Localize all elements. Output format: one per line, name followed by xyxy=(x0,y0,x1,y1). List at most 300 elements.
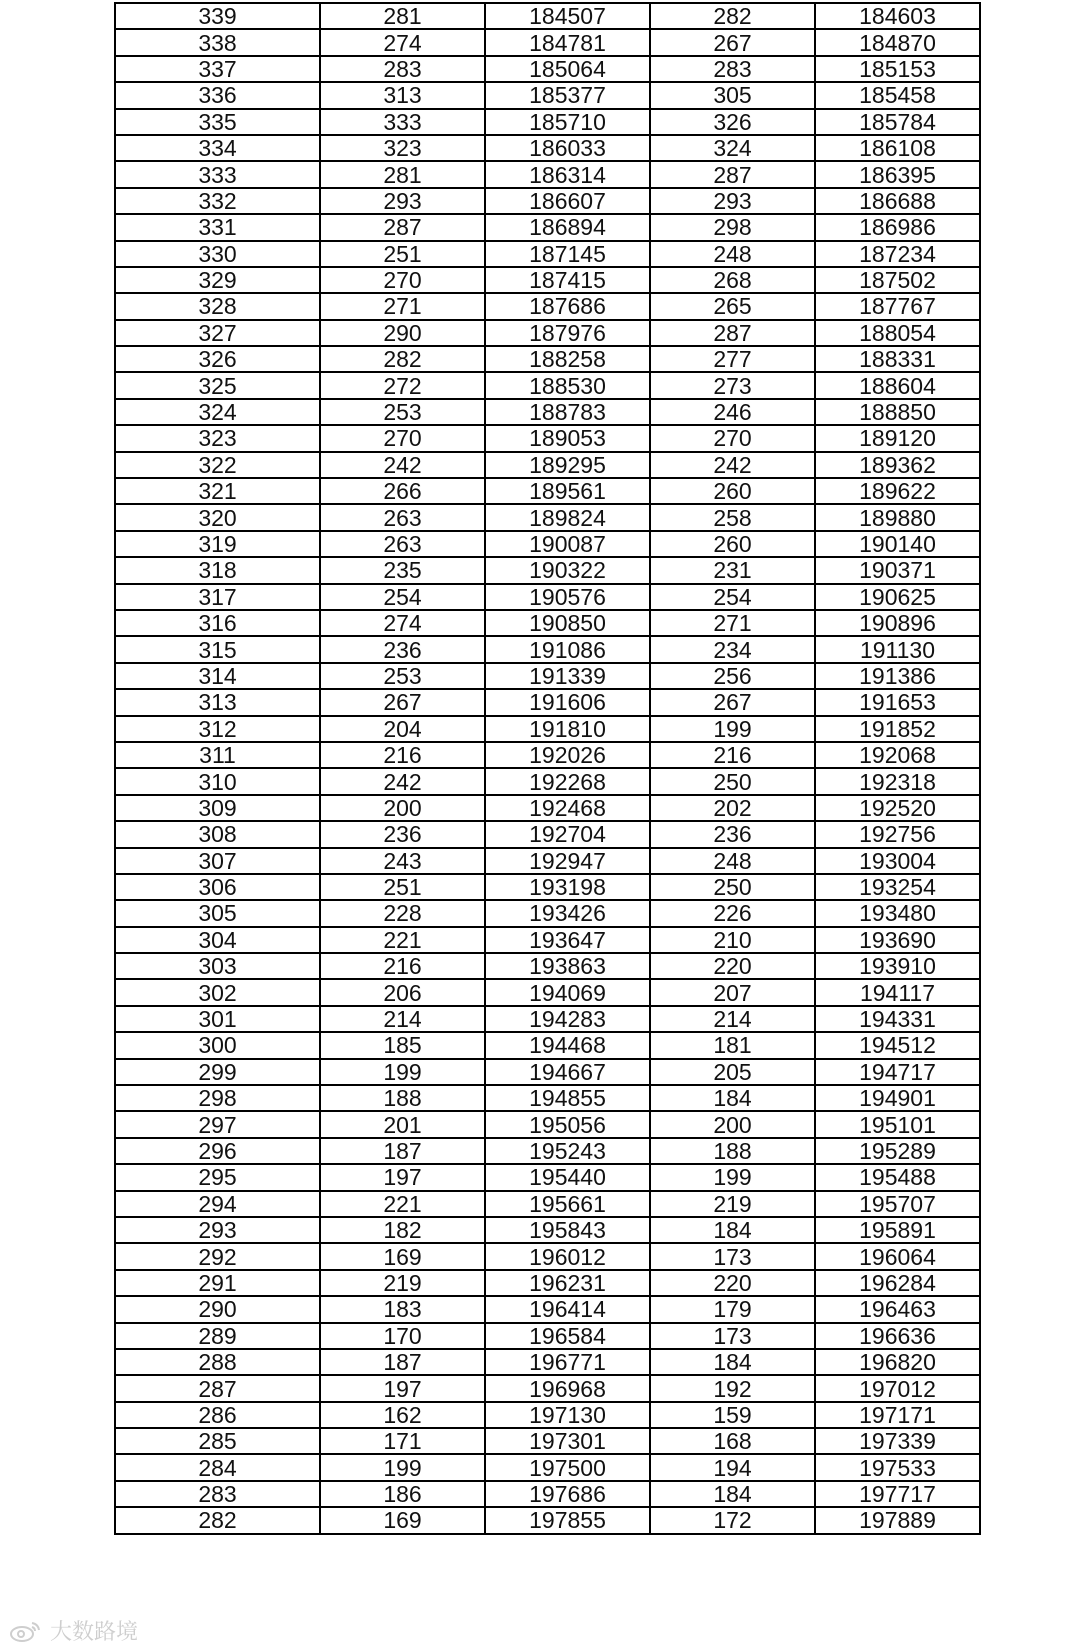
table-cell: 192068 xyxy=(815,742,980,768)
table-cell: 219 xyxy=(650,1191,815,1217)
table-cell: 187686 xyxy=(485,293,650,319)
table-cell: 318 xyxy=(115,557,320,583)
table-cell: 302 xyxy=(115,979,320,1005)
table-cell: 219 xyxy=(320,1270,485,1296)
table-cell: 308 xyxy=(115,821,320,847)
table-cell: 190576 xyxy=(485,584,650,610)
table-cell: 190896 xyxy=(815,610,980,636)
table-row xyxy=(115,1270,980,1296)
table-cell: 194117 xyxy=(815,979,980,1005)
table-cell: 326 xyxy=(650,109,815,135)
table-cell: 184781 xyxy=(485,29,650,55)
table-cell: 193480 xyxy=(815,900,980,926)
table-cell: 183 xyxy=(320,1296,485,1322)
table-cell: 193254 xyxy=(815,874,980,900)
table-cell: 194069 xyxy=(485,979,650,1005)
table-cell: 193004 xyxy=(815,848,980,874)
table-cell: 283 xyxy=(650,56,815,82)
table-cell: 197012 xyxy=(815,1375,980,1401)
table-cell: 287 xyxy=(115,1375,320,1401)
table-cell: 221 xyxy=(320,927,485,953)
table-row xyxy=(115,1349,980,1375)
table-row xyxy=(115,504,980,530)
table-cell: 296 xyxy=(115,1138,320,1164)
table-cell: 184507 xyxy=(485,3,650,29)
score-table-body xyxy=(115,3,980,1534)
table-row xyxy=(115,478,980,504)
table-cell: 197889 xyxy=(815,1507,980,1533)
table-row xyxy=(115,372,980,398)
table-row xyxy=(115,927,980,953)
table-cell: 184 xyxy=(650,1085,815,1111)
table-cell: 197130 xyxy=(485,1402,650,1428)
table-cell: 210 xyxy=(650,927,815,953)
table-row xyxy=(115,848,980,874)
table-cell: 231 xyxy=(650,557,815,583)
table-row xyxy=(115,531,980,557)
table-cell: 194468 xyxy=(485,1032,650,1058)
table-cell: 201 xyxy=(320,1111,485,1137)
table-cell: 197533 xyxy=(815,1454,980,1480)
table-cell: 187976 xyxy=(485,320,650,346)
table-cell: 288 xyxy=(115,1349,320,1375)
table-row xyxy=(115,1402,980,1428)
table-cell: 192947 xyxy=(485,848,650,874)
table-cell: 189120 xyxy=(815,425,980,451)
table-row xyxy=(115,742,980,768)
table-cell: 338 xyxy=(115,29,320,55)
table-cell: 284 xyxy=(115,1454,320,1480)
table-row xyxy=(115,82,980,108)
table-cell: 187 xyxy=(320,1138,485,1164)
table-cell: 311 xyxy=(115,742,320,768)
table-row xyxy=(115,1191,980,1217)
table-cell: 197339 xyxy=(815,1428,980,1454)
table-cell: 283 xyxy=(320,56,485,82)
table-cell: 186 xyxy=(320,1481,485,1507)
table-cell: 267 xyxy=(650,689,815,715)
table-row xyxy=(115,663,980,689)
table-cell: 236 xyxy=(320,821,485,847)
table-cell: 258 xyxy=(650,504,815,530)
table-cell: 197686 xyxy=(485,1481,650,1507)
table-cell: 327 xyxy=(115,320,320,346)
table-cell: 185 xyxy=(320,1032,485,1058)
table-cell: 196463 xyxy=(815,1296,980,1322)
table-cell: 309 xyxy=(115,795,320,821)
table-cell: 196064 xyxy=(815,1243,980,1269)
table-cell: 287 xyxy=(650,161,815,187)
table-cell: 192704 xyxy=(485,821,650,847)
table-cell: 191810 xyxy=(485,716,650,742)
table-cell: 298 xyxy=(650,214,815,240)
table-row xyxy=(115,1138,980,1164)
table-row xyxy=(115,1454,980,1480)
table-cell: 270 xyxy=(650,425,815,451)
table-cell: 170 xyxy=(320,1323,485,1349)
table-row xyxy=(115,425,980,451)
table-cell: 234 xyxy=(650,636,815,662)
table-cell: 293 xyxy=(320,188,485,214)
table-cell: 194 xyxy=(650,1454,815,1480)
table-row xyxy=(115,161,980,187)
table-cell: 335 xyxy=(115,109,320,135)
table-cell: 323 xyxy=(115,425,320,451)
table-cell: 192026 xyxy=(485,742,650,768)
table-cell: 196820 xyxy=(815,1349,980,1375)
table-row xyxy=(115,768,980,794)
table-cell: 214 xyxy=(320,1006,485,1032)
table-cell: 195440 xyxy=(485,1164,650,1190)
table-cell: 248 xyxy=(650,848,815,874)
table-row xyxy=(115,241,980,267)
table-cell: 313 xyxy=(115,689,320,715)
table-cell: 195101 xyxy=(815,1111,980,1137)
table-cell: 173 xyxy=(650,1323,815,1349)
table-cell: 272 xyxy=(320,372,485,398)
table-cell: 194901 xyxy=(815,1085,980,1111)
table-cell: 268 xyxy=(650,267,815,293)
table-cell: 179 xyxy=(650,1296,815,1322)
table-cell: 193426 xyxy=(485,900,650,926)
table-cell: 260 xyxy=(650,531,815,557)
table-cell: 312 xyxy=(115,716,320,742)
table-cell: 191339 xyxy=(485,663,650,689)
table-cell: 282 xyxy=(650,3,815,29)
table-cell: 307 xyxy=(115,848,320,874)
table-cell: 310 xyxy=(115,768,320,794)
table-cell: 324 xyxy=(650,135,815,161)
table-cell: 191386 xyxy=(815,663,980,689)
table-cell: 339 xyxy=(115,3,320,29)
table-cell: 195707 xyxy=(815,1191,980,1217)
table-cell: 186688 xyxy=(815,188,980,214)
table-cell: 195289 xyxy=(815,1138,980,1164)
table-row xyxy=(115,557,980,583)
table-cell: 190850 xyxy=(485,610,650,636)
table-cell: 185153 xyxy=(815,56,980,82)
table-cell: 186108 xyxy=(815,135,980,161)
table-cell: 316 xyxy=(115,610,320,636)
table-cell: 196584 xyxy=(485,1323,650,1349)
table-cell: 191852 xyxy=(815,716,980,742)
table-row xyxy=(115,1323,980,1349)
table-cell: 263 xyxy=(320,504,485,530)
table-cell: 193863 xyxy=(485,953,650,979)
table-cell: 322 xyxy=(115,452,320,478)
table-cell: 191086 xyxy=(485,636,650,662)
table-cell: 196231 xyxy=(485,1270,650,1296)
table-row xyxy=(115,610,980,636)
table-cell: 188 xyxy=(650,1138,815,1164)
table-cell: 195891 xyxy=(815,1217,980,1243)
table-cell: 294 xyxy=(115,1191,320,1217)
table-cell: 190625 xyxy=(815,584,980,610)
table-cell: 197717 xyxy=(815,1481,980,1507)
table-cell: 195056 xyxy=(485,1111,650,1137)
table-cell: 195661 xyxy=(485,1191,650,1217)
table-row xyxy=(115,874,980,900)
table-cell: 194331 xyxy=(815,1006,980,1032)
table-cell: 186986 xyxy=(815,214,980,240)
table-cell: 256 xyxy=(650,663,815,689)
table-cell: 188850 xyxy=(815,399,980,425)
table-cell: 196968 xyxy=(485,1375,650,1401)
table-cell: 184 xyxy=(650,1217,815,1243)
table-cell: 195843 xyxy=(485,1217,650,1243)
table-cell: 236 xyxy=(650,821,815,847)
table-cell: 190371 xyxy=(815,557,980,583)
table-cell: 190322 xyxy=(485,557,650,583)
table-cell: 197171 xyxy=(815,1402,980,1428)
table-cell: 192268 xyxy=(485,768,650,794)
table-row xyxy=(115,29,980,55)
table-cell: 267 xyxy=(650,29,815,55)
table-cell: 169 xyxy=(320,1243,485,1269)
table-cell: 169 xyxy=(320,1507,485,1533)
table-cell: 168 xyxy=(650,1428,815,1454)
table-row xyxy=(115,135,980,161)
table-cell: 185064 xyxy=(485,56,650,82)
table-cell: 266 xyxy=(320,478,485,504)
table-cell: 189362 xyxy=(815,452,980,478)
table-cell: 300 xyxy=(115,1032,320,1058)
table-cell: 187234 xyxy=(815,241,980,267)
table-cell: 331 xyxy=(115,214,320,240)
table-cell: 304 xyxy=(115,927,320,953)
table-cell: 196636 xyxy=(815,1323,980,1349)
table-cell: 297 xyxy=(115,1111,320,1137)
table-cell: 333 xyxy=(115,161,320,187)
table-cell: 181 xyxy=(650,1032,815,1058)
table-cell: 195488 xyxy=(815,1164,980,1190)
table-row xyxy=(115,1243,980,1269)
table-cell: 220 xyxy=(650,1270,815,1296)
table-cell: 182 xyxy=(320,1217,485,1243)
table-cell: 186033 xyxy=(485,135,650,161)
table-cell: 216 xyxy=(320,742,485,768)
table-row xyxy=(115,1296,980,1322)
table-cell: 192756 xyxy=(815,821,980,847)
table-cell: 197855 xyxy=(485,1507,650,1533)
table-cell: 192468 xyxy=(485,795,650,821)
table-cell: 290 xyxy=(320,320,485,346)
table-cell: 299 xyxy=(115,1059,320,1085)
table-cell: 250 xyxy=(650,874,815,900)
table-cell: 332 xyxy=(115,188,320,214)
table-cell: 271 xyxy=(320,293,485,319)
table-cell: 325 xyxy=(115,372,320,398)
table-cell: 221 xyxy=(320,1191,485,1217)
table-cell: 319 xyxy=(115,531,320,557)
table-row xyxy=(115,346,980,372)
table-row xyxy=(115,109,980,135)
table-cell: 191606 xyxy=(485,689,650,715)
table-cell: 253 xyxy=(320,663,485,689)
table-cell: 248 xyxy=(650,241,815,267)
table-cell: 321 xyxy=(115,478,320,504)
table-cell: 184 xyxy=(650,1349,815,1375)
table-cell: 291 xyxy=(115,1270,320,1296)
table-cell: 216 xyxy=(650,742,815,768)
table-row xyxy=(115,689,980,715)
table-cell: 301 xyxy=(115,1006,320,1032)
table-row xyxy=(115,821,980,847)
table-cell: 274 xyxy=(320,610,485,636)
table-cell: 315 xyxy=(115,636,320,662)
table-cell: 254 xyxy=(320,584,485,610)
table-cell: 189622 xyxy=(815,478,980,504)
table-cell: 188 xyxy=(320,1085,485,1111)
table-cell: 328 xyxy=(115,293,320,319)
table-cell: 186314 xyxy=(485,161,650,187)
table-cell: 195243 xyxy=(485,1138,650,1164)
table-cell: 191130 xyxy=(815,636,980,662)
table-row xyxy=(115,3,980,29)
table-cell: 194283 xyxy=(485,1006,650,1032)
table-cell: 216 xyxy=(320,953,485,979)
table-cell: 192 xyxy=(650,1375,815,1401)
table-cell: 260 xyxy=(650,478,815,504)
table-cell: 283 xyxy=(115,1481,320,1507)
table-row xyxy=(115,1085,980,1111)
table-cell: 185377 xyxy=(485,82,650,108)
table-cell: 285 xyxy=(115,1428,320,1454)
table-cell: 235 xyxy=(320,557,485,583)
table-cell: 207 xyxy=(650,979,815,1005)
table-cell: 197301 xyxy=(485,1428,650,1454)
table-cell: 193690 xyxy=(815,927,980,953)
table-cell: 281 xyxy=(320,3,485,29)
table-cell: 287 xyxy=(650,320,815,346)
table-cell: 289 xyxy=(115,1323,320,1349)
table-cell: 251 xyxy=(320,241,485,267)
table-cell: 317 xyxy=(115,584,320,610)
table-row xyxy=(115,1375,980,1401)
table-cell: 320 xyxy=(115,504,320,530)
table-cell: 242 xyxy=(320,768,485,794)
table-cell: 187502 xyxy=(815,267,980,293)
table-cell: 199 xyxy=(320,1059,485,1085)
table-cell: 333 xyxy=(320,109,485,135)
table-cell: 194855 xyxy=(485,1085,650,1111)
table-row xyxy=(115,795,980,821)
table-cell: 171 xyxy=(320,1428,485,1454)
table-cell: 265 xyxy=(650,293,815,319)
table-cell: 189053 xyxy=(485,425,650,451)
table-cell: 305 xyxy=(115,900,320,926)
table-cell: 336 xyxy=(115,82,320,108)
table-row xyxy=(115,267,980,293)
table-cell: 334 xyxy=(115,135,320,161)
table-row xyxy=(115,1428,980,1454)
table-cell: 282 xyxy=(115,1507,320,1533)
table-cell: 293 xyxy=(650,188,815,214)
table-cell: 243 xyxy=(320,848,485,874)
table-row xyxy=(115,1059,980,1085)
table-cell: 196012 xyxy=(485,1243,650,1269)
table-cell: 185710 xyxy=(485,109,650,135)
table-cell: 188258 xyxy=(485,346,650,372)
table-cell: 314 xyxy=(115,663,320,689)
table-cell: 184 xyxy=(650,1481,815,1507)
table-cell: 263 xyxy=(320,531,485,557)
table-cell: 159 xyxy=(650,1402,815,1428)
table-cell: 286 xyxy=(115,1402,320,1428)
table-cell: 194512 xyxy=(815,1032,980,1058)
watermark xyxy=(8,1615,138,1646)
table-cell: 206 xyxy=(320,979,485,1005)
table-cell: 188331 xyxy=(815,346,980,372)
table-cell: 186894 xyxy=(485,214,650,240)
watermark-text: 大数路境 xyxy=(50,1619,139,1644)
table-cell: 242 xyxy=(650,452,815,478)
table-cell: 197 xyxy=(320,1164,485,1190)
table-cell: 246 xyxy=(650,399,815,425)
table-cell: 282 xyxy=(320,346,485,372)
table-row xyxy=(115,900,980,926)
table-cell: 193910 xyxy=(815,953,980,979)
table-cell: 187 xyxy=(320,1349,485,1375)
table-cell: 292 xyxy=(115,1243,320,1269)
table-cell: 189561 xyxy=(485,478,650,504)
table-cell: 271 xyxy=(650,610,815,636)
table-row xyxy=(115,452,980,478)
table-cell: 277 xyxy=(650,346,815,372)
table-row xyxy=(115,214,980,240)
table-cell: 189880 xyxy=(815,504,980,530)
table-cell: 251 xyxy=(320,874,485,900)
table-cell: 191653 xyxy=(815,689,980,715)
table-cell: 190087 xyxy=(485,531,650,557)
table-cell: 189295 xyxy=(485,452,650,478)
table-cell: 270 xyxy=(320,425,485,451)
table-cell: 236 xyxy=(320,636,485,662)
table-cell: 188054 xyxy=(815,320,980,346)
table-row xyxy=(115,953,980,979)
table-cell: 196414 xyxy=(485,1296,650,1322)
table-row xyxy=(115,636,980,662)
table-cell: 214 xyxy=(650,1006,815,1032)
table-cell: 324 xyxy=(115,399,320,425)
table-cell: 330 xyxy=(115,241,320,267)
table-row xyxy=(115,188,980,214)
table-cell: 173 xyxy=(650,1243,815,1269)
table-row xyxy=(115,399,980,425)
table-cell: 193198 xyxy=(485,874,650,900)
score-table xyxy=(114,2,981,1535)
table-cell: 187767 xyxy=(815,293,980,319)
table-row xyxy=(115,1111,980,1137)
table-cell: 192318 xyxy=(815,768,980,794)
table-row xyxy=(115,1032,980,1058)
table-cell: 204 xyxy=(320,716,485,742)
table-cell: 184603 xyxy=(815,3,980,29)
table-cell: 188604 xyxy=(815,372,980,398)
table-cell: 228 xyxy=(320,900,485,926)
table-cell: 242 xyxy=(320,452,485,478)
table-cell: 200 xyxy=(650,1111,815,1137)
table-cell: 186607 xyxy=(485,188,650,214)
table-row xyxy=(115,1006,980,1032)
table-cell: 199 xyxy=(650,1164,815,1190)
table-cell: 200 xyxy=(320,795,485,821)
table-cell: 162 xyxy=(320,1402,485,1428)
table-cell: 197500 xyxy=(485,1454,650,1480)
table-cell: 313 xyxy=(320,82,485,108)
table-cell: 193647 xyxy=(485,927,650,953)
table-cell: 197 xyxy=(320,1375,485,1401)
